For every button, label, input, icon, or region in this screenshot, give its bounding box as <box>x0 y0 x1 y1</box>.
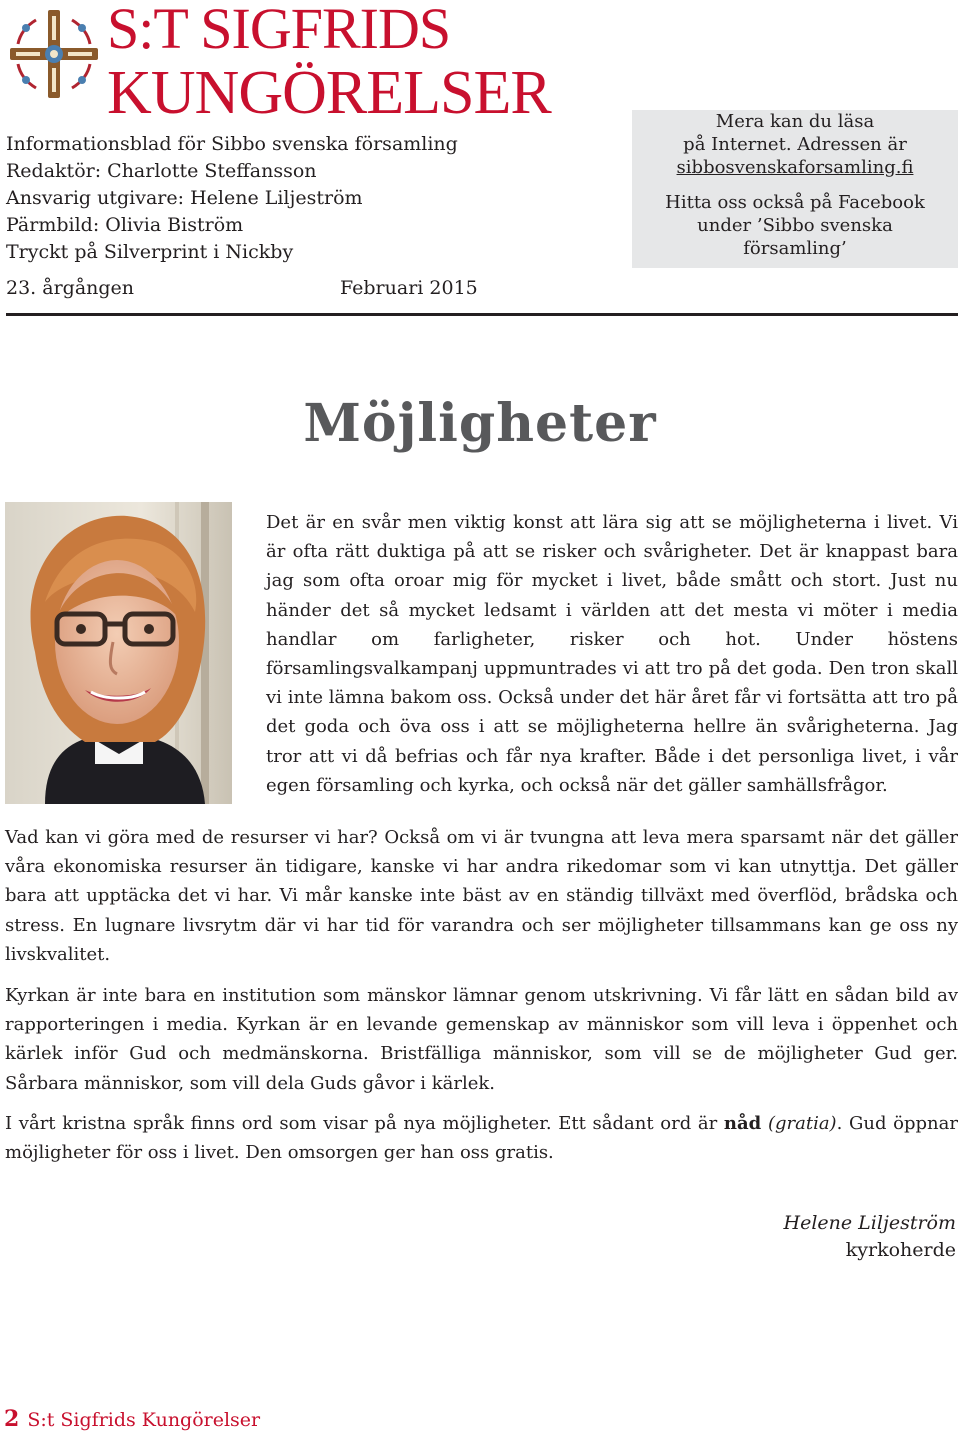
cross-emblem-icon <box>6 6 102 102</box>
issue-volume: 23. årgången <box>6 277 135 299</box>
masthead-info <box>6 131 458 266</box>
issue-row <box>6 275 486 302</box>
article-intro: Det är en svår men viktig konst att lära sig att se möjligheterna i livet. Vi är ofta rätt duktiga på att se risker och svårigheter. Det är knappast bara jag som ofta oroar mig för mycket i livet, både smått och stort. Just nu händer det så mycket ledsamt i världen att det mesta vi möter i media handlar om farligheter, risker och hot. Under höstens församlingsvalkampanj uppmuntrades vi att tro på det goda. Den tron skall vi inte lämna bakom oss. Också under det här året får vi fortsätta att tro på det goda och öva oss i att se möjligheterna hellre än svårigheterna. Jag tror att vi då befrias och får nya krafter. Både i det personliga livet, i vår egen församling och kyrka, och också när det gäller samhällsfrågor. <box>266 512 958 796</box>
masthead-info-line: Informationsblad för Sibbo svenska församling <box>6 133 458 155</box>
info-box-line: församling’ <box>743 238 847 259</box>
masthead-info-line: Ansvarig utgivare: Helene Liljeström <box>6 187 363 209</box>
article-paragraph: Kyrkan är inte bara en institution som mänskor lämnar genom utskrivning. Vi får lätt en sådan bild av rapporteringen i media. Kyrkan är en levande gemenskap av människor som vill leva i öppenhet och kärlek inför Gud och medmänskorna. Bristfälliga människor, som vill se de möjligheter Gud ger. Sårbara människor, som vill dela Guds gåvor i kärlek. <box>5 985 958 1094</box>
page-number: 2 <box>4 1406 20 1432</box>
masthead-title-line2: KUNGÖRELSER <box>107 59 551 127</box>
website-link[interactable]: sibbosvenskaforsamling.fi <box>676 157 914 178</box>
issue-date: Februari 2015 <box>340 277 478 299</box>
masthead-title-line1: S:T SIGFRIDS <box>107 0 451 61</box>
info-box-line: Mera kan du läsa <box>715 111 875 132</box>
info-box-line: på Internet. Adressen är <box>683 134 907 155</box>
portrait-photo <box>5 502 232 804</box>
signature-title: kyrkoherde <box>845 1239 956 1261</box>
info-box-line: under ’Sibbo svenska <box>697 215 893 236</box>
signature <box>784 1210 956 1264</box>
masthead-info-line: Tryckt på Silverprint i Nickby <box>6 241 294 263</box>
bold-term: nåd <box>723 1113 762 1134</box>
masthead-info-line: Pärmbild: Olivia Biström <box>6 214 244 236</box>
paragraph-text: . Gud öppnar möjligheter för oss i livet. Den omsorgen ger han oss gratis. <box>5 1113 958 1164</box>
footer-publication: S:t Sigfrids Kungörelser <box>27 1409 261 1431</box>
page-footer <box>4 1404 260 1435</box>
paragraph-text: I vårt kristna språk finns ord som visar på nya möjligheter. Ett sådant ord är <box>5 1113 724 1134</box>
signature-name: Helene Liljeström <box>783 1212 956 1234</box>
article-title: Möjligheter <box>303 393 657 454</box>
italic-term: (gratia) <box>767 1113 837 1134</box>
header-divider <box>6 313 958 316</box>
article-paragraph: Vad kan vi göra med de resurser vi har? Också om vi är tvungna att leva mera sparsamt när det gäller våra ekonomiska resurser än tidigare, kanske vi har andra rikedomar som vi kan utnyttja. Det gäller bara att upptäcka det vi har. Vi mår kanske inte bäst av en ständig tillväxt med överflöd, brådska och stress. En lugnare livsrytm där vi har tid för varandra och ser möjligheter tillsammans kan ge oss ny livskvalitet. <box>5 827 958 965</box>
masthead-info-line: Redaktör: Charlotte Steffansson <box>6 160 317 182</box>
info-box <box>632 110 958 268</box>
article-paragraph <box>5 1109 958 1167</box>
info-box-line: Hitta oss också på Facebook <box>665 192 925 213</box>
